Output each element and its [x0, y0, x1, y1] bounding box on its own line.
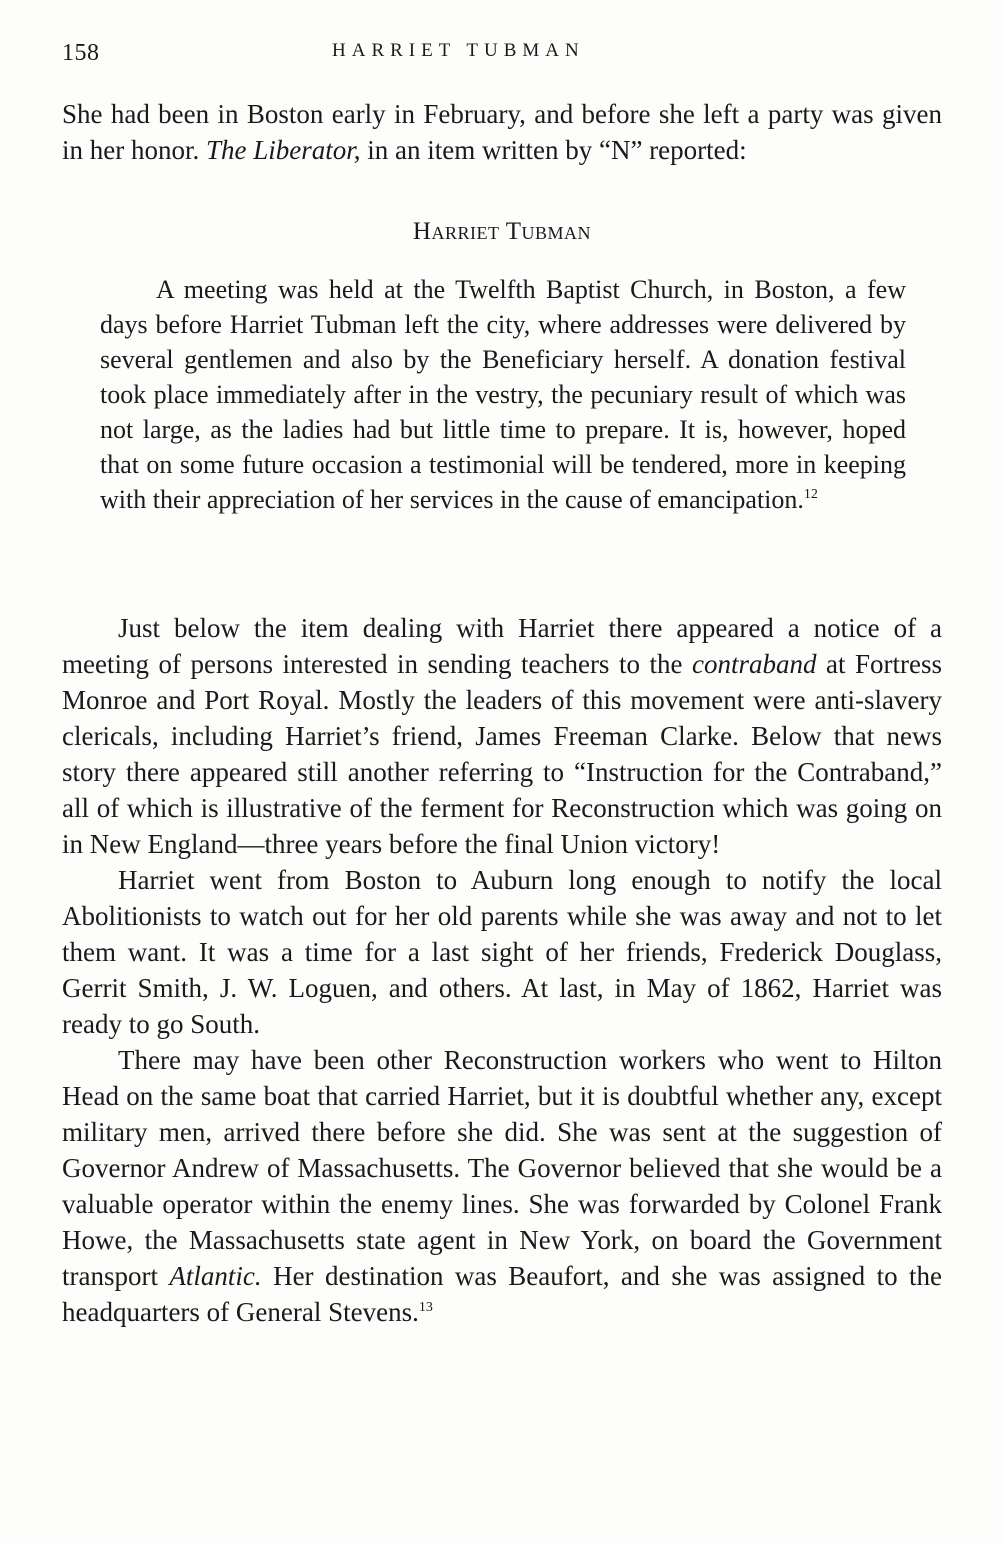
- quote-body: A meeting was held at the Twelfth Baptist Church, in Boston, a few days before Harriet Tubman left the city, where addresses were delivered by several gentlemen and also by the Beneficiary herself. A donation festival took place immediately after in the vestry, the pecuniary result of which was not large, as the ladies had but little time to prepare. It is, however, hoped that on some future occasion a testimonial will be tendered, more in keeping with their appreciation of her services in the cause of emancipation.: [100, 275, 906, 514]
- paragraph-contraband: [62, 610, 942, 862]
- atlantic-ship-name: Atlantic.: [169, 1261, 262, 1291]
- block-quote: [100, 272, 906, 517]
- footnote-ref-13: 13: [418, 1300, 433, 1315]
- running-head: [62, 36, 942, 76]
- paragraph-3-after: Her destination was Beaufort, and she was assigned to the headquarters of General Stevens.: [62, 1261, 942, 1327]
- running-title: HARRIET TUBMAN: [332, 40, 585, 61]
- liberator-title: The Liberator,: [205, 135, 361, 165]
- intro-paragraph: [62, 96, 942, 168]
- footnote-ref-12: 12: [803, 487, 818, 502]
- paragraph-3-before: There may have been other Reconstruction workers who went to Hilton Head on the same boat that carried Harriet, but it is doubtful whether any, except military men, arrived there before she did. She was sent at the suggestion of Governor Andrew of Massachusetts. The Governor believed that she would be a valuable operator within the enemy lines. She was forwarded by Colonel Frank Howe, the Massachusetts state agent in New York, on board the Government transport: [62, 1045, 942, 1291]
- page-number: 158: [62, 40, 100, 66]
- intro-text-after: in an item written by “N” reported:: [360, 135, 747, 165]
- paragraph-auburn: Harriet went from Boston to Auburn long enough to notify the local Abolitionists to watch out for her old parents while she was away and not to let them want. It was a time for a last sight of her friends, Frederick Douglass, Gerrit Smith, J. W. Loguen, and others. At last, in May of 1862, Harriet was ready to go South.: [62, 865, 942, 1039]
- contraband-term: contraband: [691, 649, 817, 679]
- paragraph-1-after: at Fortress Monroe and Port Royal. Mostly the leaders of this movement were anti-slavery clericals, including Harriet’s friend, James Freeman Clarke. Below that news story there appeared still another referring to “Instruction for the Contraband,” all of which is illustrative of the ferment for Reconstruction which was going on in New England—three years before the final Union victory!: [62, 649, 943, 859]
- body-paragraphs: [62, 610, 942, 1330]
- paragraph-1-before: Just below the item dealing with Harriet there appeared a notice of a meeting of persons interested in sending teachers to the: [62, 613, 942, 679]
- quote-text: [100, 272, 906, 517]
- intro-text: [62, 96, 942, 168]
- section-heading: Harriet Tubman: [412, 218, 592, 245]
- paragraph-hilton-head: [62, 1042, 942, 1330]
- intro-text-before: She had been in Boston early in February, and before she left a party was given in her honor.: [62, 99, 942, 165]
